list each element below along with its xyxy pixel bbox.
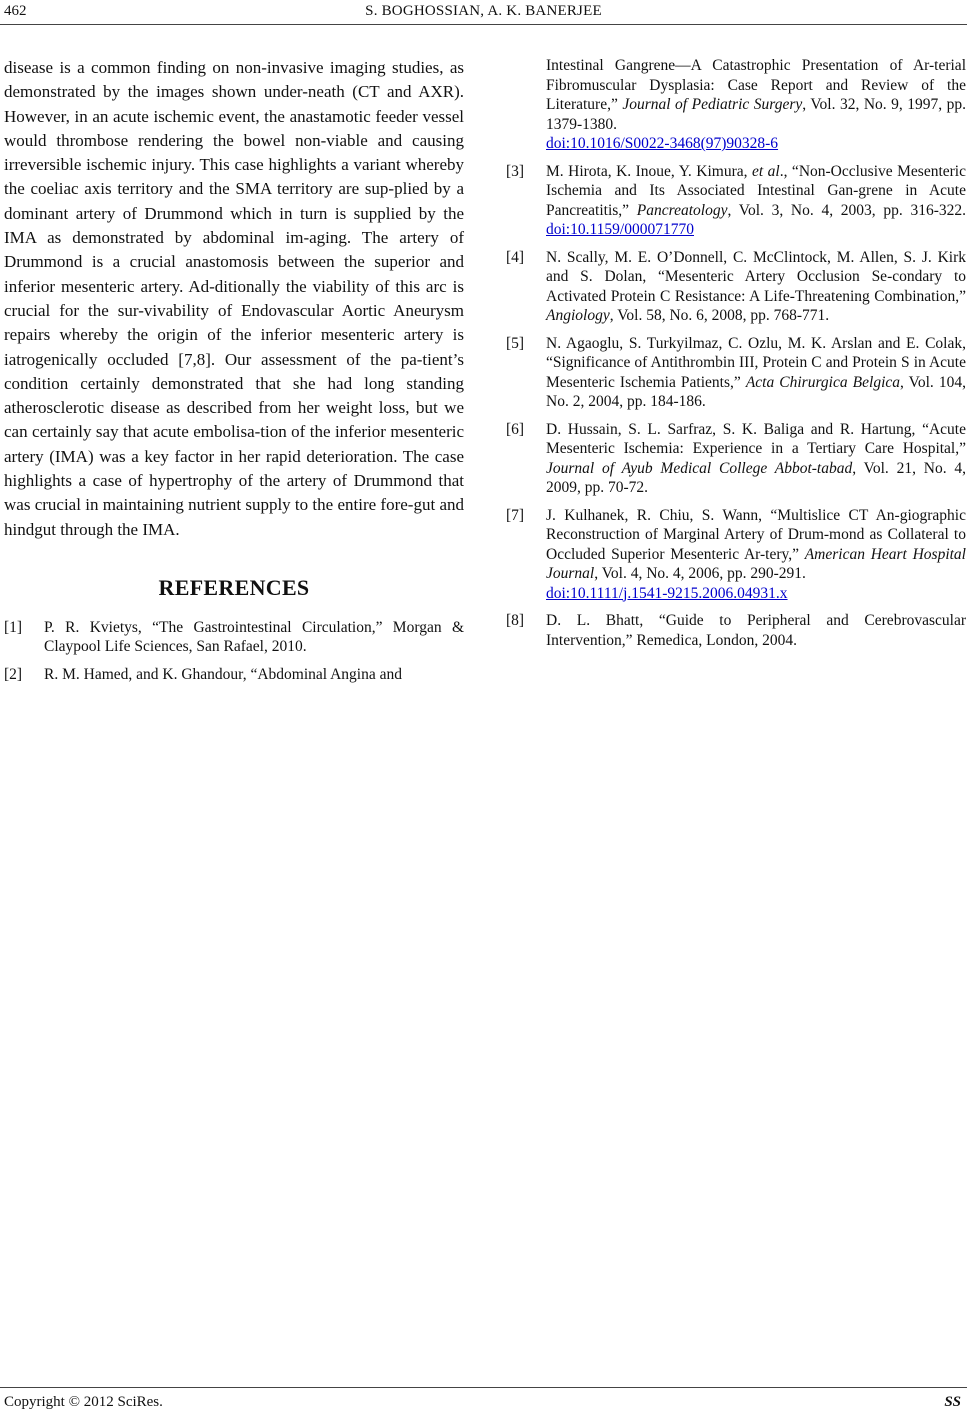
body-paragraph: disease is a common finding on non-invasive imaging studies, as demonstrated by the images shown under-neath (CT and AXR). However, in an acute ischemic event, the anastamotic feeder vessel would thrombose rendering the bowel non-viable and causing irreversible ischemic injury. This case highlights a variant whereby the coeliac axis territory and the SMA territory are sup-plied by a dominant artery of Drummond which in turn is supplied by the IMA as demonstrated by abdominal im-aging. The artery of Drummond is a crucial anastomosis between the superior and inferior mesenteric artery. Ad-ditionally the viability of this arc is crucial for the sur-vivability of Endovascular Aortic Aneurysm repairs whereby the origin of the inferior mesenteric artery is iatrogenically occluded [7,8]. Our assessment of the pa-tient’s condition certainly demonstrated that she had long standing atherosclerotic disease as described from her weight loss, but we can certainly say that acute embolisa-tion of the inferior mesenteric artery (IMA) was a key factor in her rapid deterioration. The case highlights a case of hypertrophy of the artery of Drummond that was crucial in maintaining nutrient supply to the entire fore-gut and hindgut through the IMA.: [4, 58, 464, 539]
reference-details: , Vol. 3, No. 4, 2003, pp. 316-322.: [727, 201, 966, 219]
reference-text: P. R. Kvietys, “The Gastrointestinal Circulation,” Morgan & Claypool Life Sciences, San Rafael, 2010.: [44, 618, 464, 656]
doi-link[interactable]: doi:10.1111/j.1541-9215.2006.04931.x: [546, 584, 788, 602]
reference-text: ., “Non-Occlusive Mesenteric Ischemia and Its Associated Intestinal Gan-grene in Acute Pancreatitis,”: [546, 162, 966, 219]
reference-number: [1]: [4, 618, 23, 636]
references-heading: REFERENCES: [158, 574, 310, 600]
reference-number: [8]: [506, 612, 525, 629]
reference-item: [506, 162, 966, 240]
reference-item: [506, 334, 966, 412]
reference-number: [6]: [506, 420, 525, 438]
reference-details: , Vol. 58, No. 6, 2008, pp. 768-771.: [609, 307, 830, 324]
reference-number: [5]: [506, 334, 525, 352]
reference-details: , Vol. 21, No. 4, 2009, pp. 70-72.: [546, 459, 966, 496]
left-column: [4, 56, 464, 692]
running-head: S. BOGHOSSIAN, A. K. BANERJEE: [365, 3, 602, 19]
reference-journal: Journal of Ayub Medical College Abbot-tabad: [546, 459, 853, 477]
reference-item: [4, 618, 464, 657]
copyright-notice: Copyright © 2012 SciRes.: [4, 1394, 163, 1410]
reference-details: , Vol. 32, No. 9, 1997, pp. 1379-1380.: [546, 96, 966, 133]
doi-link[interactable]: doi:10.1159/000071770: [546, 221, 694, 238]
reference-number: [4]: [506, 248, 525, 266]
reference-item: [4, 665, 464, 685]
page-header: [0, 0, 967, 25]
reference-text: J. Kulhanek, R. Chiu, S. Wann, “Multislice CT An-giographic Reconstruction of Marginal Artery of Drum-mond as Collateral to Occluded Superior Mesenteric Ar-tery,”: [546, 506, 966, 563]
reference-journal: Pancreatology: [636, 201, 728, 219]
reference-journal: Journal of Pediatric Surgery: [622, 96, 803, 113]
right-column: [506, 56, 966, 658]
reference-item-continued: [506, 56, 966, 154]
reference-item: [506, 248, 966, 326]
reference-journal: Angiology: [546, 307, 610, 324]
doi-link[interactable]: doi:10.1016/S0022-3468(97)90328-6: [546, 135, 779, 152]
journal-abbreviation: SS: [944, 1394, 961, 1410]
reference-text: R. M. Hamed, and K. Ghandour, “Abdominal Angina and: [44, 665, 402, 683]
reference-item: [506, 506, 966, 604]
reference-details: , Vol. 4, No. 4, 2006, pp. 290-291.: [594, 565, 806, 582]
reference-number: [7]: [506, 506, 525, 524]
reference-number: [3]: [506, 162, 525, 180]
reference-text: N. Agaoglu, S. Turkyilmaz, C. Ozlu, M. K. Arslan and E. Colak, “Significance of Antithrombin III, Protein C and Protein S in Acute Mesenteric Ischemia Patients,”: [546, 334, 966, 391]
reference-text: D. Hussain, S. L. Sarfraz, S. K. Baliga and R. Hartung, “Acute Mesenteric Ischemia: Experience in a Tertiary Care Hospital,”: [546, 420, 966, 457]
reference-number: [2]: [4, 665, 23, 683]
page-footer: [0, 1387, 967, 1415]
reference-item: [506, 611, 966, 650]
page-number: 462: [4, 3, 27, 19]
reference-text: D. L. Bhatt, “Guide to Peripheral and Cerebrovascular Intervention,” Remedica, London, 2004.: [546, 612, 966, 649]
reference-etal: et al: [751, 162, 780, 180]
reference-text: N. Scally, M. E. O’Donnell, C. McClintock, M. Allen, S. J. Kirk and S. Dolan, “Mesenteric Artery Occlusion Se-condary to Activated Protein C Resistance: A Life-Threatening Combination,”: [546, 248, 966, 305]
reference-journal: Acta Chirurgica Belgica: [745, 373, 901, 391]
reference-text: M. Hirota, K. Inoue, Y. Kimura,: [546, 162, 752, 180]
reference-text: Intestinal Gangrene—A Catastrophic Presentation of Ar-terial Fibromuscular Dysplasia: Case Report and Review of the Literature,”: [546, 57, 966, 113]
reference-item: [506, 420, 966, 498]
reference-details: , Vol. 104, No. 2, 2004, pp. 184-186.: [546, 373, 966, 410]
reference-journal: American Heart Hospital Journal: [546, 545, 966, 582]
